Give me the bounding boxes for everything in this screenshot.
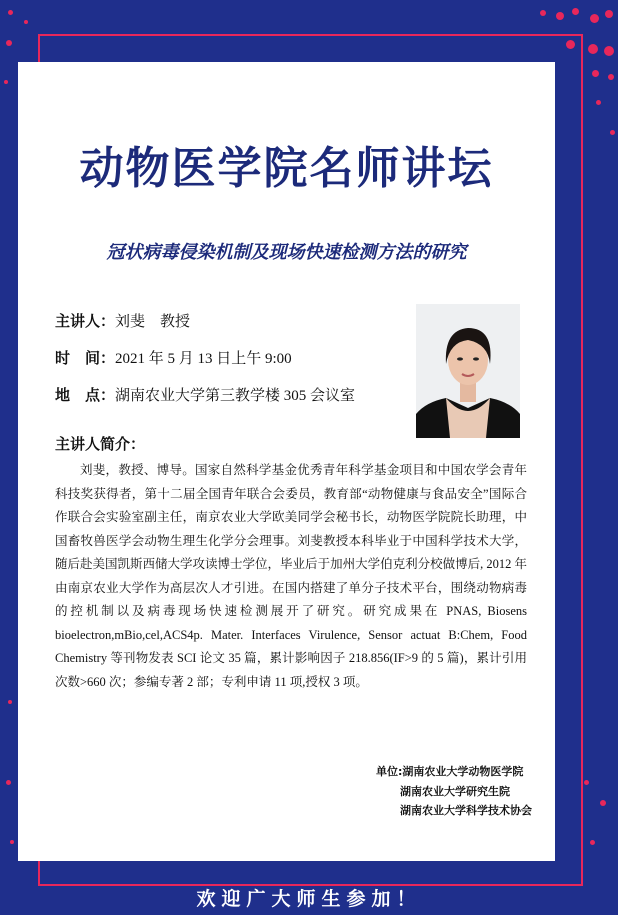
location-label: 地 点： (55, 386, 116, 404)
poster-card (18, 62, 555, 861)
speaker-photo (416, 304, 520, 438)
unit-line: 湖南农业大学研究生院 (400, 784, 510, 798)
unit-line: 单位:湖南农业大学动物医学院 (376, 765, 524, 778)
speaker-line (55, 310, 190, 331)
time-line (55, 347, 292, 368)
time-label: 时 间： (55, 349, 116, 367)
organizer-units (376, 762, 532, 821)
bio-heading: 主讲人简介： (55, 435, 146, 453)
welcome-banner: 欢迎广大师生参加！ (196, 888, 422, 910)
lecture-subtitle: 冠状病毒侵染机制及现场快速检测方法的研究 (106, 242, 467, 263)
poster-title: 动物医学院名师讲坛 (79, 143, 494, 194)
speaker-value: 刘斐 教授 (115, 314, 191, 330)
unit-line: 湖南农业大学科学技术协会 (400, 804, 532, 817)
location-line (55, 384, 355, 405)
time-value: 2021 年 5 月 13 日上午 9:00 (115, 351, 292, 367)
speaker-label: 主讲人： (55, 312, 116, 330)
bio-text: 刘斐，教授、博导。国家自然科学基金优秀青年科学基金项目和中国农学会青年科技奖获得者，第十二届全国青年联合会委员，教育部“动物健康与食品安全”国际合作联合会实验室副主任，南京农业大学欧美同学会秘书长，动物医学院院长助理，中国畜牧兽医学会动物生理生化学分会理事。刘斐教授本科毕业于中国科学技术大学，随后赴美国凯斯西储大学攻读博士学位，毕业后于加州大学伯克利分校做博后, 2012 年由南京农业大学作为高层次人才引进。在国内搭建了单分子技术平台，围绕动物病毒的控机制以及病毒现场快速检测展开了研究。研究成果在 PNAS, Biosens bioelectron,mBio,cel,ACS4p. Mater. Interfaces Virulence, Sensor actuat B:Chem, Food Chemistry 等刊物发表 SCI 论文 35 篇，累计影响因子 218.856(IF>9 的 5 篇)，累计引用次数>660 次；参编专著 2 部；专利申请 11 项,授权 3 项。 (55, 463, 527, 689)
location-value: 湖南农业大学第三教学楼 305 会议室 (115, 388, 356, 404)
